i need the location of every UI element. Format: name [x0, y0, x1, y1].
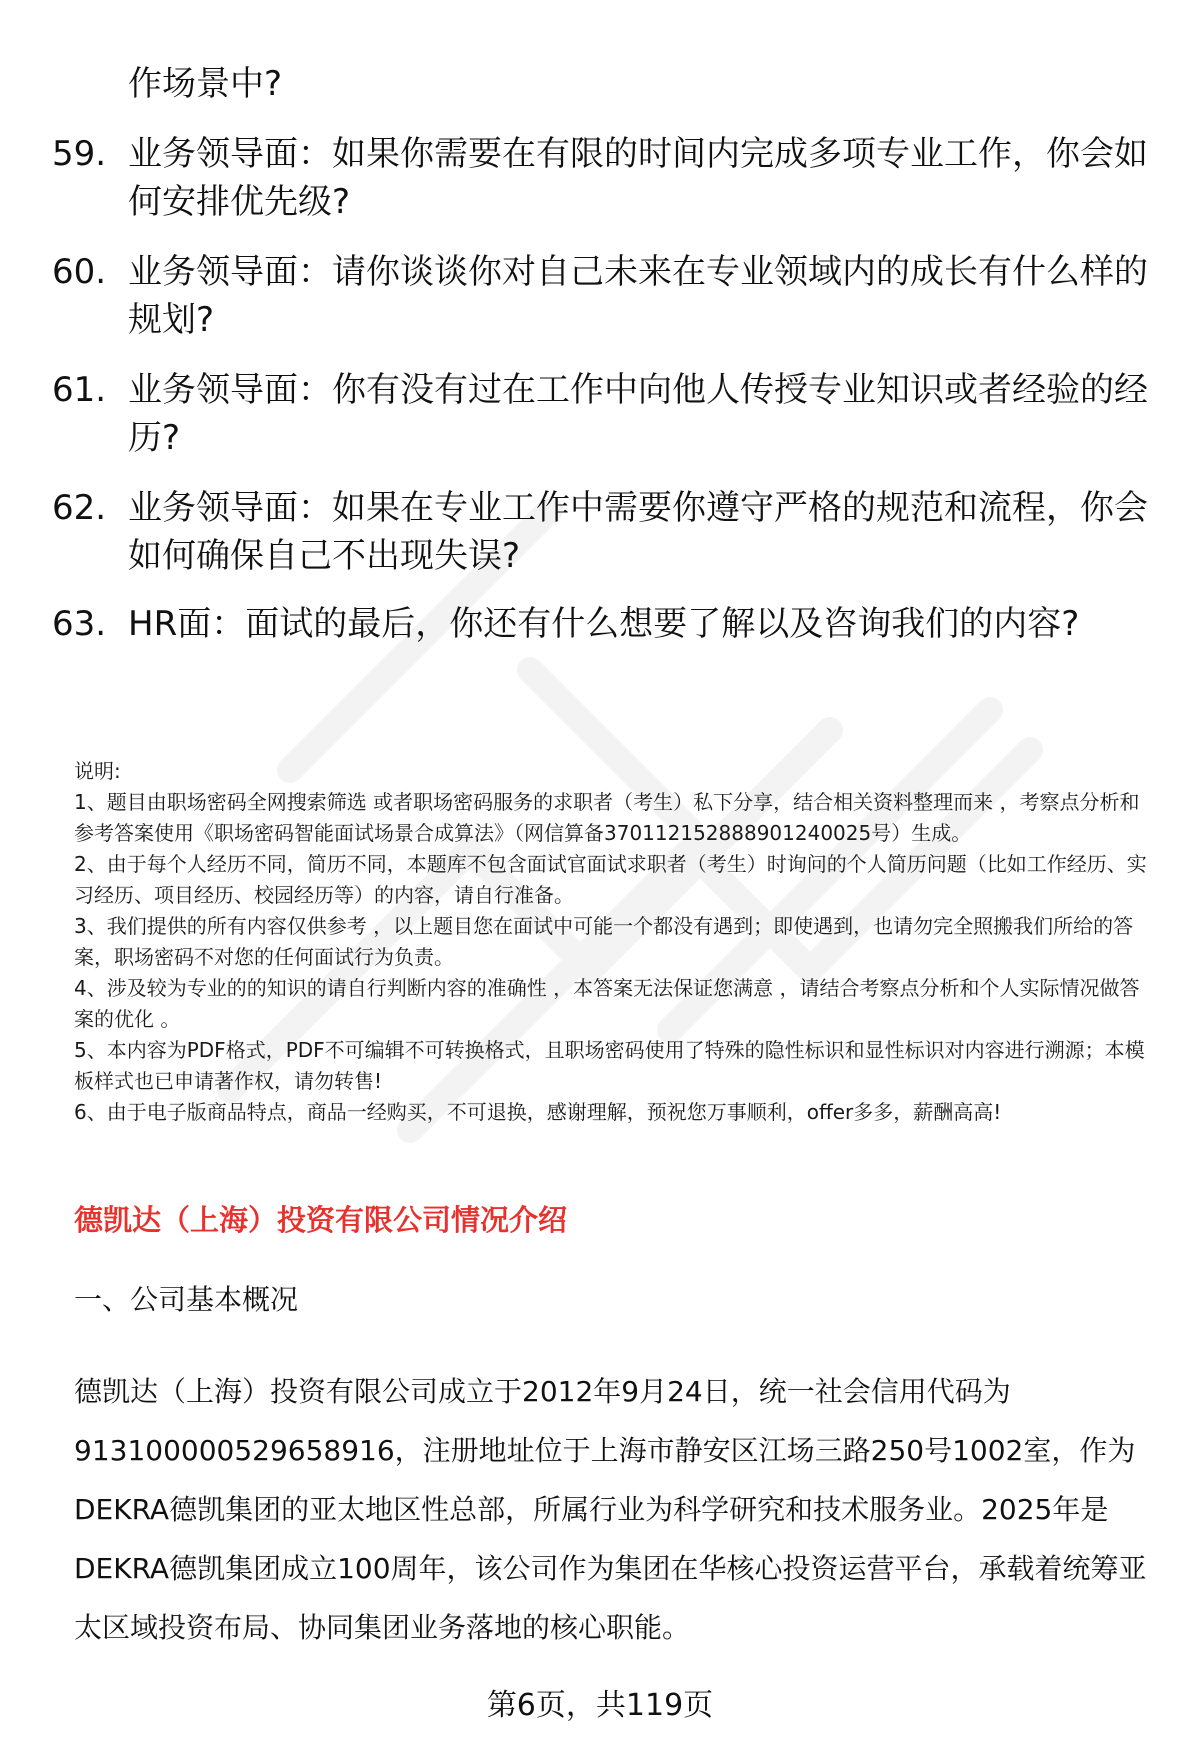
- question-number: 62.: [52, 488, 107, 528]
- section-heading: 一、公司基本概况: [74, 1283, 299, 1316]
- note-item: 1、题目由职场密码全网搜索筛选 或者职场密码服务的求职者（考生）私下分享，结合相关资料整理而来 ，考察点分析和参考答案使用《职场密码智能面试场景合成算法》（网信算备370112152888901240025号）生成。: [74, 790, 1140, 845]
- question-number: 60.: [52, 252, 107, 292]
- question-continuation: 作场景中?: [128, 64, 283, 104]
- question-item: [52, 600, 1152, 648]
- page-number: 第6页，共119页: [486, 1688, 714, 1723]
- note-item: 6、由于电子版商品特点，商品一经购买，不可退换，感谢理解，预祝您万事顺利，offer多多，薪酬高高!: [74, 1100, 1002, 1124]
- question-number: 61.: [52, 370, 107, 410]
- company-paragraph: 德凯达（上海）投资有限公司成立于2012年9月24日，统一社会信用代码为913100000529658916，注册地址位于上海市静安区江场三路250号1002室，作为DEKRA德凯集团的亚太地区性总部，所属行业为科学研究和技术服务业。2025年是DEKRA德凯集团成立100周年，该公司作为集团在华核心投资运营平台，承载着统筹亚太区域投资布局、协同集团业务落地的核心职能。: [74, 1375, 1147, 1644]
- question-text: 业务领导面：如果在专业工作中需要你遵守严格的规范和流程，你会如何确保自己不出现失误?: [128, 488, 1148, 576]
- question-number: 59.: [52, 134, 107, 174]
- question-item: [52, 248, 1152, 344]
- question-text: 业务领导面：请你谈谈你对自己未来在专业领域内的成长有什么样的规划?: [128, 252, 1148, 340]
- question-text: 业务领导面：你有没有过在工作中向他人传授专业知识或者经验的经历?: [128, 370, 1148, 458]
- disclaimer-notes: [74, 756, 1154, 1128]
- note-item: 4、涉及较为专业的的知识的请自行判断内容的准确性 ，本答案无法保证您满意 ，请结合考察点分析和个人实际情况做答案的优化 。: [74, 976, 1140, 1031]
- question-item: [52, 366, 1152, 462]
- company-title: 德凯达（上海）投资有限公司情况介绍: [74, 1203, 568, 1237]
- question-item: [52, 130, 1152, 226]
- question-text: 业务领导面：如果你需要在有限的时间内完成多项专业工作，你会如何安排优先级?: [128, 134, 1148, 222]
- notes-title: 说明:: [74, 759, 121, 783]
- note-item: 5、本内容为PDF格式，PDF不可编辑不可转换格式，且职场密码使用了特殊的隐性标识和显性标识对内容进行溯源；本模板样式也已申请著作权，请勿转售!: [74, 1038, 1145, 1093]
- question-item: [52, 484, 1152, 580]
- note-item: 3、我们提供的所有内容仅供参考 ，以上题目您在面试中可能一个都没有遇到；即使遇到，也请勿完全照搬我们所给的答案，职场密码不对您的任何面试行为负责。: [74, 914, 1134, 969]
- question-number: 63.: [52, 604, 107, 644]
- question-text: HR面：面试的最后，你还有什么想要了解以及咨询我们的内容?: [128, 604, 1080, 644]
- note-item: 2、由于每个人经历不同，简历不同，本题库不包含面试官面试求职者（考生）时询问的个人简历问题（比如工作经历、实习经历、项目经历、校园经历等）的内容，请自行准备。: [74, 852, 1147, 907]
